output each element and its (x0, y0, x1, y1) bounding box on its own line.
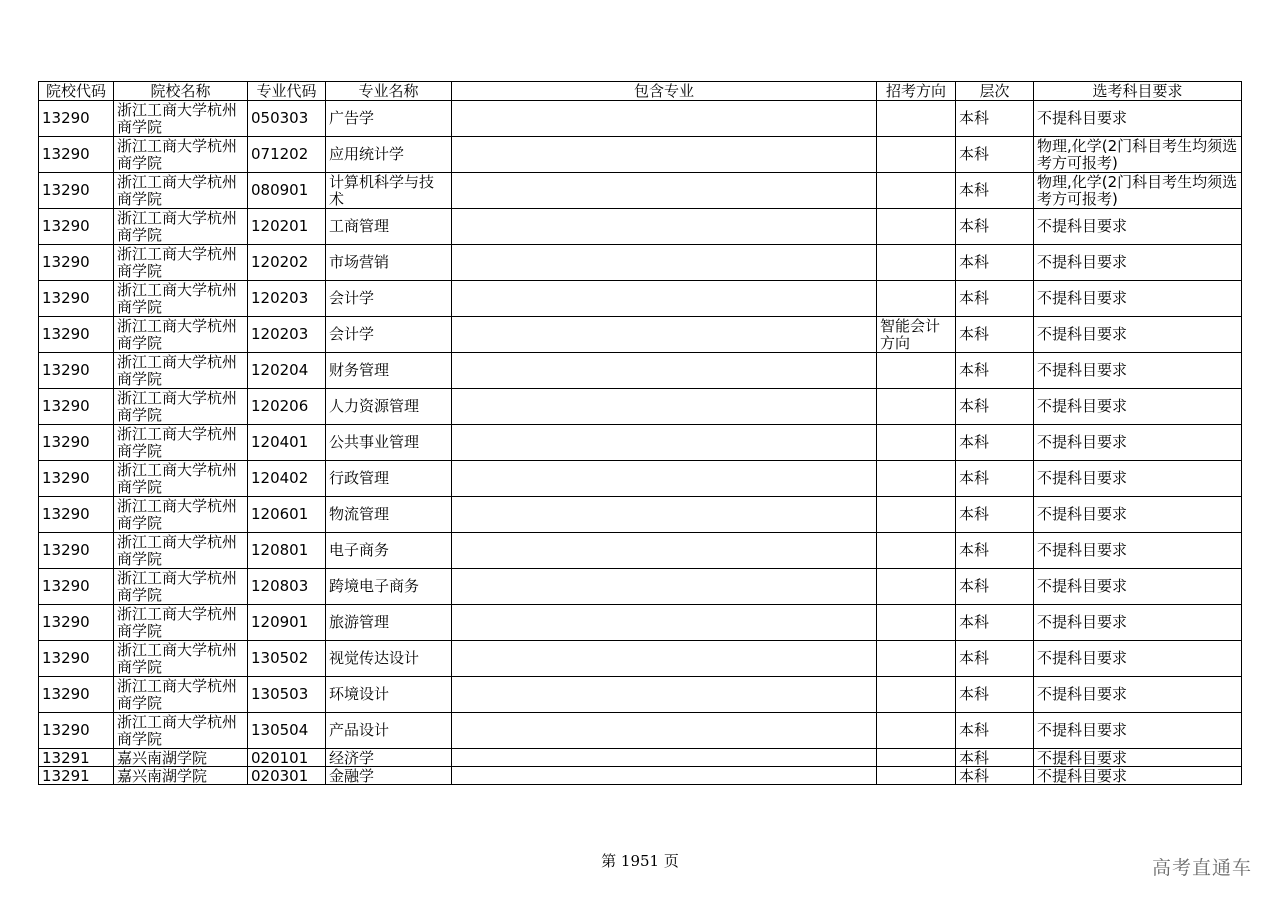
cell-major-code: 120203 (248, 281, 326, 317)
cell-direction (877, 677, 956, 713)
cell-major-code: 130504 (248, 713, 326, 749)
cell-level: 本科 (956, 101, 1034, 137)
cell-level: 本科 (956, 317, 1034, 353)
header-subject-requirement: 选考科目要求 (1034, 82, 1242, 101)
cell-direction (877, 497, 956, 533)
table-row (39, 569, 1242, 605)
cell-school-code: 13290 (39, 461, 114, 497)
cell-school-name: 浙江工商大学杭州商学院 (114, 605, 248, 641)
cell-subject-requirement: 不提科目要求 (1034, 245, 1242, 281)
cell-direction (877, 569, 956, 605)
cell-school-name: 浙江工商大学杭州商学院 (114, 137, 248, 173)
cell-school-code: 13291 (39, 767, 114, 785)
cell-included-majors (452, 281, 877, 317)
cell-major-name: 产品设计 (326, 713, 452, 749)
cell-included-majors (452, 353, 877, 389)
cell-school-name: 浙江工商大学杭州商学院 (114, 281, 248, 317)
cell-subject-requirement: 不提科目要求 (1034, 317, 1242, 353)
cell-school-code: 13290 (39, 317, 114, 353)
cell-school-code: 13290 (39, 569, 114, 605)
cell-major-name: 计算机科学与技术 (326, 173, 452, 209)
cell-school-name: 浙江工商大学杭州商学院 (114, 425, 248, 461)
cell-school-code: 13290 (39, 209, 114, 245)
table-row (39, 317, 1242, 353)
cell-major-name: 人力资源管理 (326, 389, 452, 425)
cell-school-code: 13290 (39, 677, 114, 713)
cell-subject-requirement: 不提科目要求 (1034, 533, 1242, 569)
cell-major-name: 财务管理 (326, 353, 452, 389)
cell-subject-requirement: 不提科目要求 (1034, 569, 1242, 605)
cell-major-name: 工商管理 (326, 209, 452, 245)
cell-included-majors (452, 245, 877, 281)
cell-major-name: 经济学 (326, 749, 452, 767)
cell-included-majors (452, 641, 877, 677)
cell-subject-requirement: 不提科目要求 (1034, 767, 1242, 785)
cell-school-name: 浙江工商大学杭州商学院 (114, 497, 248, 533)
cell-included-majors (452, 317, 877, 353)
cell-level: 本科 (956, 137, 1034, 173)
cell-included-majors (452, 497, 877, 533)
cell-school-name: 嘉兴南湖学院 (114, 767, 248, 785)
cell-school-name: 浙江工商大学杭州商学院 (114, 569, 248, 605)
cell-major-code: 120202 (248, 245, 326, 281)
cell-school-name: 浙江工商大学杭州商学院 (114, 173, 248, 209)
cell-subject-requirement: 不提科目要求 (1034, 605, 1242, 641)
cell-school-name: 浙江工商大学杭州商学院 (114, 713, 248, 749)
table-row (39, 641, 1242, 677)
cell-subject-requirement: 不提科目要求 (1034, 389, 1242, 425)
cell-major-code: 080901 (248, 173, 326, 209)
cell-direction (877, 749, 956, 767)
cell-included-majors (452, 605, 877, 641)
cell-direction (877, 281, 956, 317)
cell-major-code: 120203 (248, 317, 326, 353)
cell-subject-requirement: 不提科目要求 (1034, 281, 1242, 317)
header-major-name: 专业名称 (326, 82, 452, 101)
cell-school-code: 13290 (39, 641, 114, 677)
cell-included-majors (452, 389, 877, 425)
cell-level: 本科 (956, 209, 1034, 245)
cell-school-code: 13291 (39, 749, 114, 767)
cell-level: 本科 (956, 749, 1034, 767)
cell-major-name: 旅游管理 (326, 605, 452, 641)
cell-school-name: 浙江工商大学杭州商学院 (114, 461, 248, 497)
cell-school-code: 13290 (39, 497, 114, 533)
cell-subject-requirement: 不提科目要求 (1034, 209, 1242, 245)
header-row (39, 82, 1242, 101)
cell-major-code: 120601 (248, 497, 326, 533)
cell-level: 本科 (956, 767, 1034, 785)
cell-direction: 智能会计方向 (877, 317, 956, 353)
cell-level: 本科 (956, 281, 1034, 317)
table-row (39, 713, 1242, 749)
cell-major-name: 电子商务 (326, 533, 452, 569)
cell-level: 本科 (956, 713, 1034, 749)
cell-school-code: 13290 (39, 533, 114, 569)
cell-level: 本科 (956, 461, 1034, 497)
cell-level: 本科 (956, 173, 1034, 209)
cell-direction (877, 245, 956, 281)
cell-school-code: 13290 (39, 605, 114, 641)
cell-school-code: 13290 (39, 713, 114, 749)
cell-school-name: 浙江工商大学杭州商学院 (114, 101, 248, 137)
cell-school-name: 浙江工商大学杭州商学院 (114, 389, 248, 425)
header-school-name: 院校名称 (114, 82, 248, 101)
cell-included-majors (452, 677, 877, 713)
cell-major-code: 071202 (248, 137, 326, 173)
cell-subject-requirement: 物理,化学(2门科目考生均须选考方可报考) (1034, 173, 1242, 209)
table-row (39, 101, 1242, 137)
cell-school-code: 13290 (39, 173, 114, 209)
table-row (39, 425, 1242, 461)
cell-school-code: 13290 (39, 137, 114, 173)
cell-school-code: 13290 (39, 281, 114, 317)
cell-level: 本科 (956, 245, 1034, 281)
cell-included-majors (452, 425, 877, 461)
header-included-majors: 包含专业 (452, 82, 877, 101)
cell-level: 本科 (956, 677, 1034, 713)
table-row (39, 281, 1242, 317)
table-row (39, 605, 1242, 641)
cell-direction (877, 209, 956, 245)
header-level: 层次 (956, 82, 1034, 101)
table-body (39, 101, 1242, 785)
table-row (39, 767, 1242, 785)
cell-major-name: 行政管理 (326, 461, 452, 497)
cell-major-name: 市场营销 (326, 245, 452, 281)
cell-major-name: 物流管理 (326, 497, 452, 533)
cell-school-name: 浙江工商大学杭州商学院 (114, 317, 248, 353)
table-row (39, 209, 1242, 245)
cell-level: 本科 (956, 533, 1034, 569)
cell-school-name: 嘉兴南湖学院 (114, 749, 248, 767)
cell-included-majors (452, 137, 877, 173)
cell-level: 本科 (956, 497, 1034, 533)
cell-school-name: 浙江工商大学杭州商学院 (114, 641, 248, 677)
table-row (39, 497, 1242, 533)
cell-direction (877, 533, 956, 569)
table-row (39, 461, 1242, 497)
table-row (39, 137, 1242, 173)
admissions-table (38, 81, 1242, 785)
cell-level: 本科 (956, 389, 1034, 425)
cell-major-code: 120801 (248, 533, 326, 569)
cell-subject-requirement: 不提科目要求 (1034, 101, 1242, 137)
cell-major-name: 公共事业管理 (326, 425, 452, 461)
cell-subject-requirement: 不提科目要求 (1034, 353, 1242, 389)
cell-major-name: 跨境电子商务 (326, 569, 452, 605)
cell-major-name: 应用统计学 (326, 137, 452, 173)
cell-level: 本科 (956, 569, 1034, 605)
cell-direction (877, 605, 956, 641)
table-row (39, 677, 1242, 713)
cell-major-name: 金融学 (326, 767, 452, 785)
cell-school-name: 浙江工商大学杭州商学院 (114, 209, 248, 245)
cell-included-majors (452, 461, 877, 497)
table-row (39, 749, 1242, 767)
cell-subject-requirement: 不提科目要求 (1034, 425, 1242, 461)
cell-subject-requirement: 物理,化学(2门科目考生均须选考方可报考) (1034, 137, 1242, 173)
cell-major-code: 120401 (248, 425, 326, 461)
cell-subject-requirement: 不提科目要求 (1034, 497, 1242, 533)
header-school-code: 院校代码 (39, 82, 114, 101)
cell-major-code: 120201 (248, 209, 326, 245)
cell-subject-requirement: 不提科目要求 (1034, 713, 1242, 749)
cell-school-name: 浙江工商大学杭州商学院 (114, 245, 248, 281)
cell-included-majors (452, 713, 877, 749)
cell-major-code: 020101 (248, 749, 326, 767)
cell-included-majors (452, 569, 877, 605)
cell-major-code: 050303 (248, 101, 326, 137)
cell-major-code: 120901 (248, 605, 326, 641)
cell-school-code: 13290 (39, 101, 114, 137)
cell-school-code: 13290 (39, 245, 114, 281)
cell-major-name: 环境设计 (326, 677, 452, 713)
cell-major-code: 020301 (248, 767, 326, 785)
cell-school-code: 13290 (39, 389, 114, 425)
watermark-text: 高考直通车 (1151, 857, 1252, 879)
table-row (39, 533, 1242, 569)
cell-school-code: 13290 (39, 353, 114, 389)
cell-major-code: 130502 (248, 641, 326, 677)
cell-major-code: 120204 (248, 353, 326, 389)
cell-major-name: 会计学 (326, 317, 452, 353)
cell-included-majors (452, 173, 877, 209)
cell-direction (877, 641, 956, 677)
cell-included-majors (452, 749, 877, 767)
cell-level: 本科 (956, 353, 1034, 389)
cell-school-code: 13290 (39, 425, 114, 461)
cell-subject-requirement: 不提科目要求 (1034, 461, 1242, 497)
header-major-code: 专业代码 (248, 82, 326, 101)
table-row (39, 173, 1242, 209)
cell-direction (877, 353, 956, 389)
cell-major-code: 120803 (248, 569, 326, 605)
cell-included-majors (452, 533, 877, 569)
cell-major-code: 130503 (248, 677, 326, 713)
cell-school-name: 浙江工商大学杭州商学院 (114, 533, 248, 569)
cell-level: 本科 (956, 425, 1034, 461)
cell-included-majors (452, 209, 877, 245)
cell-direction (877, 389, 956, 425)
cell-included-majors (452, 767, 877, 785)
page-number: 第 1951 页 (601, 852, 679, 870)
cell-level: 本科 (956, 641, 1034, 677)
cell-school-name: 浙江工商大学杭州商学院 (114, 677, 248, 713)
cell-school-name: 浙江工商大学杭州商学院 (114, 353, 248, 389)
cell-direction (877, 713, 956, 749)
cell-direction (877, 767, 956, 785)
cell-direction (877, 461, 956, 497)
table-row (39, 245, 1242, 281)
cell-major-name: 视觉传达设计 (326, 641, 452, 677)
cell-direction (877, 425, 956, 461)
cell-direction (877, 173, 956, 209)
cell-subject-requirement: 不提科目要求 (1034, 677, 1242, 713)
table-row (39, 389, 1242, 425)
cell-major-name: 会计学 (326, 281, 452, 317)
cell-direction (877, 137, 956, 173)
cell-major-code: 120402 (248, 461, 326, 497)
cell-major-name: 广告学 (326, 101, 452, 137)
table-header (39, 82, 1242, 101)
cell-subject-requirement: 不提科目要求 (1034, 641, 1242, 677)
table-row (39, 353, 1242, 389)
cell-major-code: 120206 (248, 389, 326, 425)
cell-included-majors (452, 101, 877, 137)
header-direction: 招考方向 (877, 82, 956, 101)
cell-direction (877, 101, 956, 137)
cell-subject-requirement: 不提科目要求 (1034, 749, 1242, 767)
cell-level: 本科 (956, 605, 1034, 641)
